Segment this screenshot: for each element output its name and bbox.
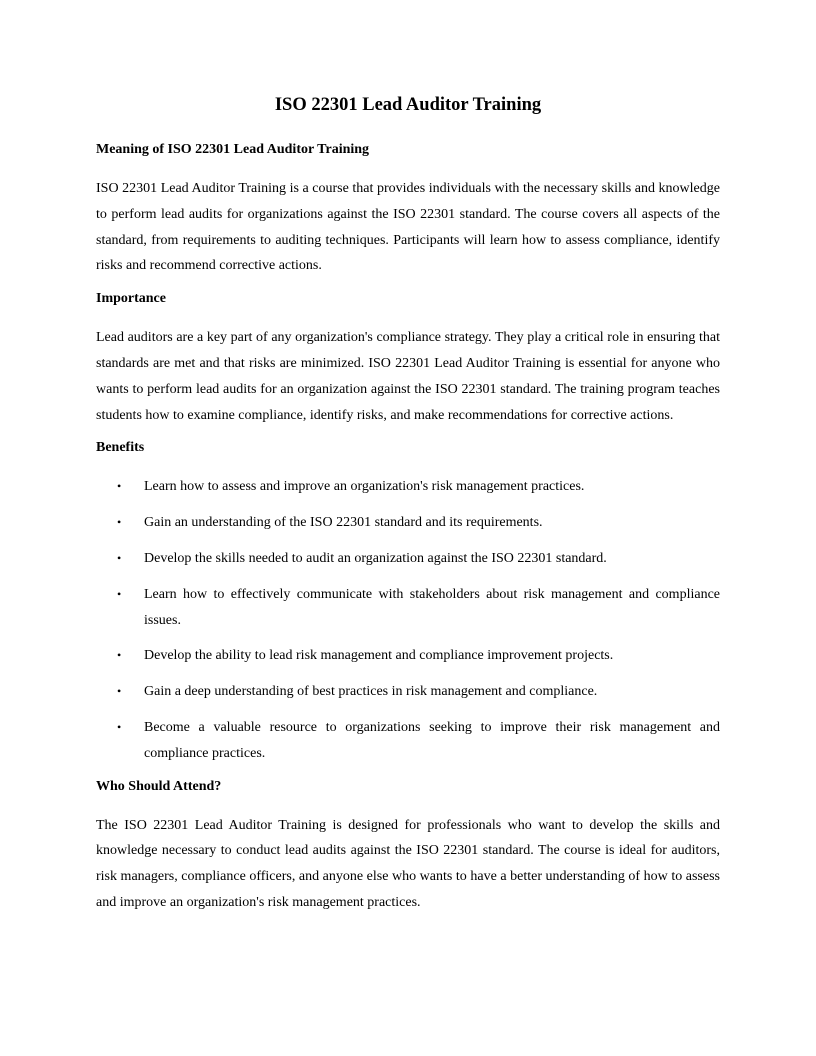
bullet-icon: • — [117, 648, 122, 663]
document-page — [96, 92, 720, 926]
section-heading-meaning: Meaning of ISO 22301 Lead Auditor Training — [96, 142, 370, 157]
section-heading-who: Who Should Attend? — [96, 778, 222, 794]
section-body-meaning: ISO 22301 Lead Auditor Training is a course that provides individuals with the necessary skills and knowledge to perform lead audits for organizations against the ISO 22301 standard. The course covers all aspects of the standard, from requirements to auditing techniques. Participants will learn how to assess compliance, identify risks and recommend corrective actions. — [96, 181, 720, 274]
list-item-text: Learn how to effectively communicate with stakeholders about risk management and compliance issues. — [144, 586, 720, 628]
benefits-list — [96, 474, 720, 766]
list-item-text: Gain a deep understanding of best practices in risk management and compliance. — [144, 684, 598, 700]
list-item — [96, 643, 720, 669]
list-item — [96, 474, 720, 500]
list-item-text: Learn how to assess and improve an organization's risk management practices. — [144, 479, 585, 495]
bullet-icon: • — [117, 550, 122, 565]
section-body-who: The ISO 22301 Lead Auditor Training is designed for professionals who want to develop the skills and knowledge necessary to conduct lead audits against the ISO 22301 standard. The course is ideal for auditors, risk managers, compliance officers, and anyone else who wants to have a better understanding of how to assess and improve an organization's risk management practices. — [96, 817, 720, 910]
list-item-text: Develop the skills needed to audit an organization against the ISO 22301 standard. — [144, 550, 607, 566]
list-item — [96, 582, 720, 634]
section-heading-importance: Importance — [96, 291, 166, 307]
section-heading-benefits: Benefits — [96, 440, 145, 456]
list-item — [96, 510, 720, 536]
list-item — [96, 546, 720, 572]
list-item-text: Gain an understanding of the ISO 22301 standard and its requirements. — [144, 515, 543, 531]
list-item — [96, 679, 720, 705]
bullet-icon: • — [117, 586, 122, 601]
list-item-text: Become a valuable resource to organizations seeking to improve their risk management and compliance practices. — [144, 719, 720, 761]
bullet-icon: • — [117, 479, 122, 494]
list-item-text: Develop the ability to lead risk management and compliance improvement projects. — [144, 648, 614, 664]
document-title: ISO 22301 Lead Auditor Training — [274, 95, 542, 115]
bullet-icon: • — [117, 684, 122, 699]
list-item — [96, 715, 720, 767]
bullet-icon: • — [117, 719, 122, 734]
bullet-icon: • — [117, 515, 122, 530]
section-body-importance: Lead auditors are a key part of any organization's compliance strategy. They play a critical role in ensuring that standards are met and that risks are minimized. ISO 22301 Lead Auditor Training is essential for anyone who wants to perform lead audits for an organization against the ISO 22301 standard. The training program teaches students how to examine compliance, identify risks, and make recommendations for corrective actions. — [96, 330, 720, 423]
